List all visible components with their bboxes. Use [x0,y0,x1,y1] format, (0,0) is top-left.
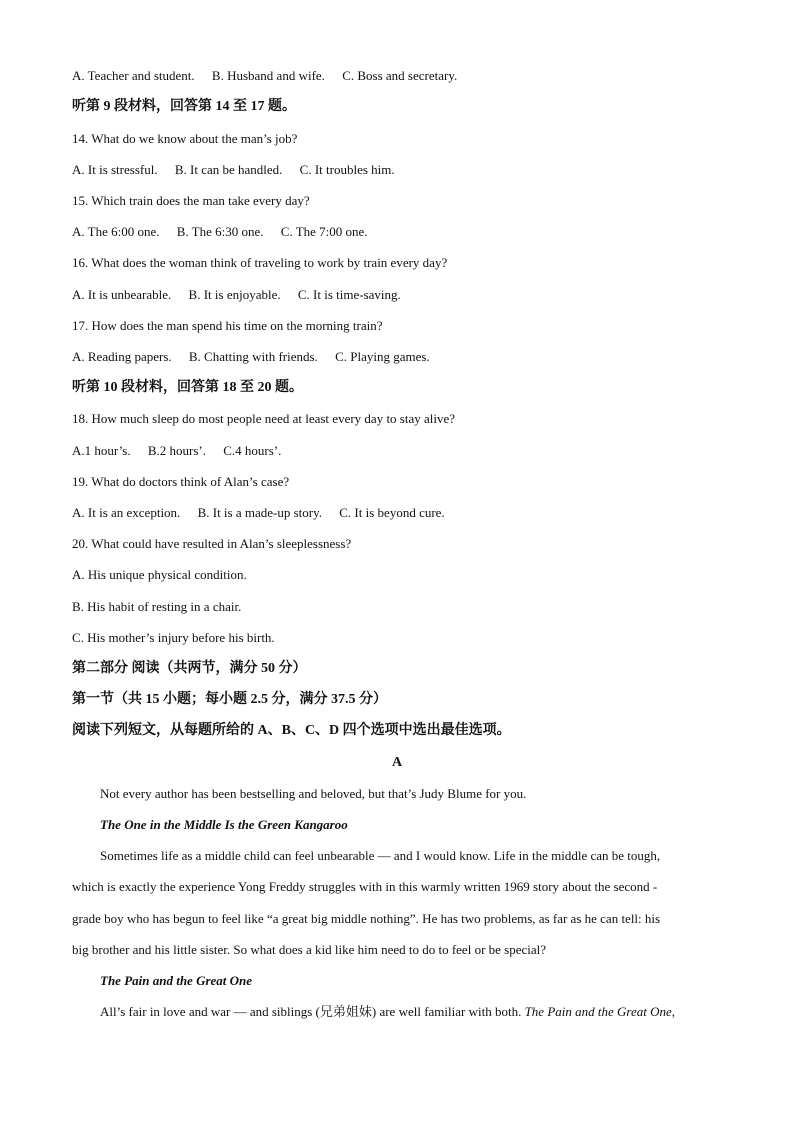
question-16: 16. What does the woman think of traveling to work by train every day? [72,255,448,270]
question-20: 20. What could have resulted in Alan’s sleeplessness? [72,536,352,551]
section-heading-10: 听第 10 段材料，回答第 18 至 20 题。 [72,380,303,395]
option-a: A. The 6:00 one. [72,224,160,239]
option-c: C. It troubles him. [299,162,395,177]
question-17: 17. How does the man spend his time on the morning train? [72,318,383,333]
option-c: C. It is time-saving. [297,287,401,302]
q20-option-c: C. His mother’s injury before his birth. [72,630,275,645]
q19-options [72,504,734,522]
option-b: B. It can be handled. [174,162,283,177]
paragraph-line [100,1003,734,1021]
paragraph-line: Sometimes life as a middle child can feel unbearable — and I would know. Life in the middle can be tough, [100,848,661,863]
option-b: B.2 hours’. [147,443,207,458]
option-c: C. It is beyond cure. [339,505,445,520]
q20-option-b: B. His habit of resting in a chair. [72,599,242,614]
option-a: A. It is unbearable. [72,287,172,302]
book-title-1: The One in the Middle Is the Green Kangaroo [100,817,348,832]
question-18: 18. How much sleep do most people need at least every day to stay alive? [72,411,456,426]
option-a: A.1 hour’s. [72,443,131,458]
option-a: A. Teacher and student. [72,68,195,83]
option-b: B. The 6:30 one. [176,224,264,239]
paragraph-tail: , [671,1004,676,1019]
paragraph-text: All’s fair in love and war — and siblings (兄弟姐妹) are well familiar with both. [100,1004,525,1019]
passage-label: A [391,755,403,770]
question-15: 15. Which train does the man take every day? [72,193,310,208]
q20-option-a: A. His unique physical condition. [72,567,247,582]
instruction: 阅读下列短文，从每题所给的 A、B、C、D 四个选项中选出最佳选项。 [72,723,511,738]
q16-options [72,286,734,304]
q17-options [72,348,734,366]
option-c: C.4 hours’. [223,443,282,458]
option-a: A. Reading papers. [72,349,172,364]
q14-options [72,161,734,179]
question-19: 19. What do doctors think of Alan’s case? [72,474,290,489]
paragraph-line: big brother and his little sister. So what does a kid like him need to do to feel or be special? [72,942,547,957]
option-b: B. It is enjoyable. [188,287,281,302]
option-a: A. It is an exception. [72,505,181,520]
book-title-2: The Pain and the Great One [100,973,253,988]
question-14: 14. What do we know about the man’s job? [72,131,298,146]
section-heading-9: 听第 9 段材料，回答第 14 至 17 题。 [72,99,296,114]
paragraph-line: which is exactly the experience Yong Freddy struggles with in this warmly written 1969 story about the second - [72,879,658,894]
option-c: C. The 7:00 one. [280,224,368,239]
passage-intro: Not every author has been bestselling and beloved, but that’s Judy Blume for you. [100,786,527,801]
q15-options [72,223,734,241]
option-b: B. Husband and wife. [211,68,325,83]
option-c: C. Playing games. [335,349,430,364]
paragraph-line: grade boy who has begun to feel like “a great big middle nothing”. He has two problems, as far as he can tell: his [72,911,661,926]
book-title-inline: The Pain and the Great One [524,1004,672,1019]
part2-heading: 第二部分 阅读（共两节，满分 50 分） [72,661,307,676]
section1-heading: 第一节（共 15 小题；每小题 2.5 分，满分 37.5 分） [72,692,387,707]
option-a: A. It is stressful. [72,162,158,177]
option-c: C. Boss and secretary. [342,68,458,83]
option-b: B. Chatting with friends. [188,349,318,364]
option-b: B. It is a made-up story. [197,505,323,520]
q18-options [72,442,734,460]
q13-options [72,67,734,85]
